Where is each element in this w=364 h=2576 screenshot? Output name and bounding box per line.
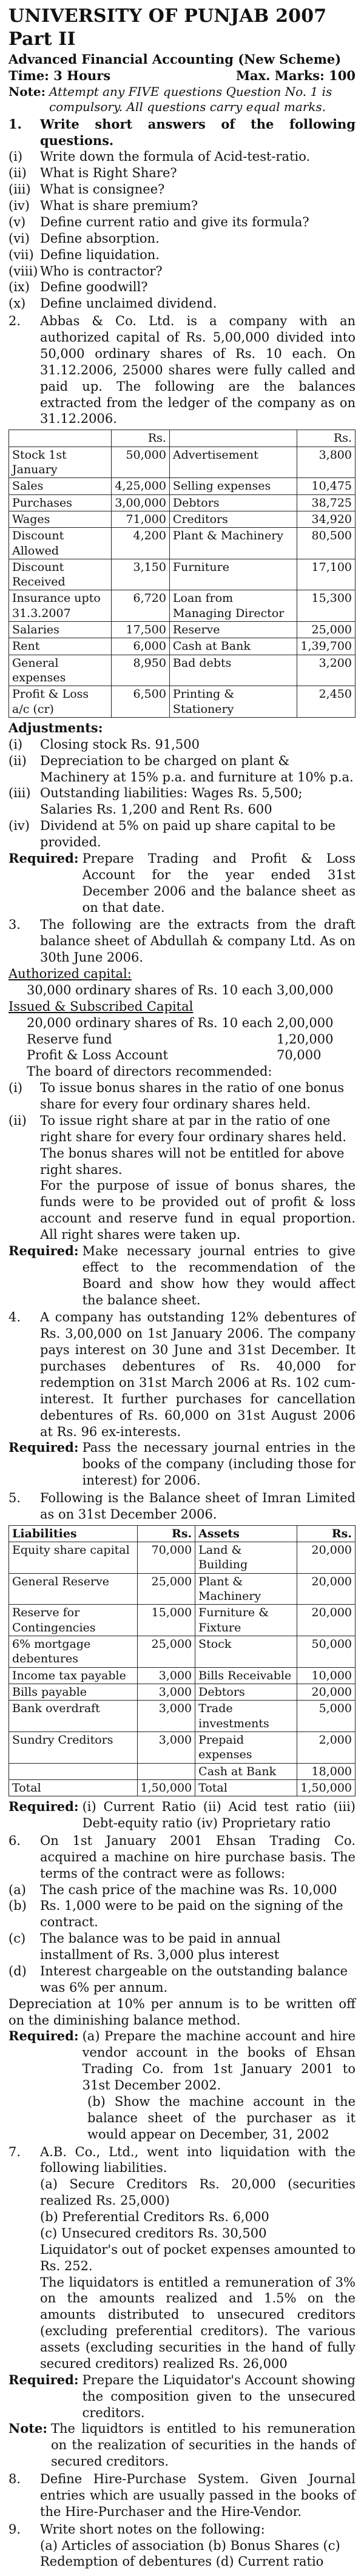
item-text: Write down the formula of Acid-test-ratio.	[40, 149, 311, 164]
item-text: The balance was to be paid in annual installment of Rs. 3,000 plus interest	[40, 1931, 281, 1963]
required-text: Prepare Trading and Profit & Loss Account for the year ended 31st December 2006 and the balance sheet as on that date.	[82, 851, 356, 915]
table-cell: 18,000	[297, 1763, 356, 1779]
q2-required	[8, 851, 356, 916]
table-cell: 6,500	[112, 686, 170, 718]
item-text: Closing stock Rs. 91,500	[40, 737, 200, 752]
item-text: Define liquidation.	[40, 247, 160, 262]
table-cell: Cash at Bank	[195, 1763, 297, 1779]
q3-items	[8, 1080, 356, 1178]
instructions-note	[8, 84, 356, 115]
table-cell: Furniture & Fixture	[195, 1605, 297, 1636]
table-cell: Land & Building	[195, 1542, 297, 1574]
item-number: (vi)	[8, 231, 30, 246]
item-number: (viii)	[8, 263, 38, 278]
table-row	[9, 1636, 356, 1668]
table-cell: Bills payable	[9, 1684, 138, 1700]
q7-note	[8, 2421, 356, 2470]
table-cell: 25,000	[137, 1573, 195, 1605]
paper-title: UNIVERSITY OF PUNJAB 2007 Part II	[8, 5, 327, 50]
table-cell: Bank overdraft	[9, 1701, 138, 1732]
item-number: (c)	[8, 1931, 26, 1946]
assets-header: Assets	[195, 1525, 297, 1542]
q7-items	[8, 2176, 356, 2242]
issued-capital-line	[8, 1047, 356, 1064]
table-cell: Debtors	[169, 494, 297, 511]
table-cell: Profit & Loss a/c (cr)	[9, 686, 112, 718]
table-row	[9, 559, 356, 590]
line-text: 20,000 ordinary shares of Rs. 10 each	[27, 1015, 273, 1030]
item-text: Outstanding liabilities: Wages Rs. 5,500; Salaries Rs. 1,200 and Rent Rs. 600	[40, 786, 303, 817]
table-cell: 6,720	[112, 590, 170, 622]
table-cell: 10,000	[297, 1667, 356, 1684]
table-row	[9, 1542, 356, 1574]
table-row	[9, 1667, 356, 1684]
item-text: To issue bonus shares in the ratio of one bonus share for every four ordinary shares held.	[40, 1081, 345, 1112]
item-number: (ii)	[8, 1113, 27, 1128]
question-text: Abbas & Co. Ltd. is a company with an authorized capital of Rs. 5,00,000 divided into 50,000 ordinary shares of Rs. 10 each. On 31.12.2006, 25000 shares were fully called and paid up. The following are the balances extracted from the ledger of the company as on 31.12.2006.	[40, 314, 356, 427]
table-cell: Stock	[195, 1636, 297, 1668]
depreciation-note: Depreciation at 10% per annum is to be written off on the diminishing balance method.	[8, 1996, 356, 2028]
question-text: Following is the Balance sheet of Imran Limited as on 31st December 2006.	[40, 1491, 356, 1522]
table-cell: Discount Allowed	[9, 528, 112, 559]
question-7	[8, 2144, 356, 2177]
rs-header: Rs.	[112, 430, 170, 447]
table-cell: 17,500	[112, 622, 170, 638]
liability-item: (a) Secure Creditors Rs. 20,000 (securities realized Rs. 25,000)	[40, 2177, 356, 2208]
question-number: 4.	[8, 1310, 21, 1325]
table-cell: 3,000	[137, 1667, 195, 1684]
table-cell: Bad debts	[169, 655, 297, 686]
table-cell: 3,200	[297, 655, 356, 686]
item-number: (d)	[8, 1963, 27, 1978]
table-row	[9, 1573, 356, 1605]
required-text: Pass the necessary journal entries in the books of the company (including those for interest) for 2006.	[82, 1440, 356, 1488]
authorized-capital-line	[8, 982, 356, 999]
table-cell: Sundry Creditors	[9, 1731, 138, 1763]
item-number: (iv)	[8, 818, 30, 834]
q7-paragraph: The liquidators is entitled a remuneration of 3% on the amounts realized and 1.5% on the amounts distributed to unsecured creditors (excluding preferential creditors). The various assets (excluding securities in the hand of fully secured creditors) realized Rs. 26,000	[40, 2274, 356, 2371]
item-text: Define unclaimed dividend.	[40, 296, 217, 311]
question-2	[8, 313, 356, 427]
table-cell: Insurance upto 31.3.2007	[9, 590, 112, 622]
table-cell: 20,000	[297, 1542, 356, 1574]
required-label: Required:	[8, 1799, 79, 1815]
table-cell: 15,000	[137, 1605, 195, 1636]
table-cell: Furniture	[169, 559, 297, 590]
table-row	[9, 1684, 356, 1700]
table-cell: Reserve	[169, 622, 297, 638]
q1-items	[8, 149, 356, 312]
item-text: What is consignee?	[40, 182, 165, 197]
table-cell: Total	[9, 1779, 138, 1796]
table-cell: 2,000	[297, 1731, 356, 1763]
table-cell: General Reserve	[9, 1573, 138, 1605]
question-number: 8.	[8, 2472, 21, 2487]
table-cell: Income tax payable	[9, 1667, 138, 1684]
required-text: Make necessary journal entries to give effect to the recommendation of the Board and show how they would affect the balance sheet.	[82, 1243, 356, 1307]
item-number: (i)	[8, 737, 23, 752]
list-item	[8, 737, 356, 753]
item-number: (ix)	[8, 280, 30, 295]
table-header-row	[9, 1525, 356, 1542]
list-item	[8, 165, 356, 181]
authorized-capital-label: Authorized capital:	[8, 966, 132, 982]
question-9	[8, 2521, 356, 2538]
item-text: To issue right share at par in the ratio of one right share for every four ordinary shares held. The bonus shares will not be entitled for above right shares.	[40, 1113, 346, 1177]
table-cell: Reserve for Contingencies	[9, 1605, 138, 1636]
question-number: 3.	[8, 917, 21, 932]
q5-required	[8, 1799, 356, 1832]
item-text: Who is contractor?	[40, 263, 163, 278]
table-row	[9, 1763, 356, 1779]
table-cell: 8,950	[112, 655, 170, 686]
q4-required	[8, 1440, 356, 1489]
table-row	[9, 528, 356, 559]
list-item	[8, 295, 356, 312]
item-number: (iv)	[8, 198, 30, 214]
table-cell: Prepaid expenses	[195, 1731, 297, 1763]
note-text: Attempt any FIVE questions Question No. 1 is compulsory. All questions carry equal marks.	[49, 84, 332, 115]
list-item	[8, 263, 356, 280]
item-text: Define goodwill?	[40, 280, 148, 295]
line-text: Reserve fund	[27, 1031, 112, 1047]
table-row	[9, 511, 356, 527]
item-text: Interest chargeable on the outstanding balance was 6% per annum.	[40, 1963, 348, 1995]
table-cell: 20,000	[297, 1573, 356, 1605]
item-number: (iii)	[8, 182, 31, 197]
table-cell: Rent	[9, 638, 112, 655]
item-number: (ii)	[8, 166, 27, 181]
required-text: (i) Current Ratio (ii) Acid test ratio (iii) Debt-equity ratio (iv) Proprietary ratio	[82, 1799, 356, 1831]
table-cell: Bills Receivable	[195, 1667, 297, 1684]
note-label: Note:	[8, 2421, 48, 2436]
time-marks-row	[8, 68, 356, 84]
list-item	[8, 753, 356, 786]
rs-header: Rs.	[297, 1525, 356, 1542]
item-number: (v)	[8, 214, 26, 229]
required-text: Prepare the Liquidator's Account showing the composition given to the unsecured creditors.	[82, 2372, 356, 2420]
ledger-balances-table	[8, 430, 356, 718]
table-cell: 3,800	[297, 447, 356, 478]
table-cell: 25,000	[137, 1636, 195, 1668]
q9-line-2: Redemption of debentures (d) Current ratio	[40, 2554, 324, 2569]
question-5	[8, 1490, 356, 1523]
list-item	[8, 1930, 356, 1963]
table-cell: 20,000	[297, 1605, 356, 1636]
line-text: Profit & Loss Account	[27, 1048, 168, 1063]
table-row	[9, 494, 356, 511]
adjustments-heading: Adjustments:	[8, 720, 103, 735]
table-cell: 3,150	[112, 559, 170, 590]
table-row	[9, 1701, 356, 1732]
list-item	[8, 1882, 356, 1898]
table-cell: 5,000	[297, 1701, 356, 1732]
table-cell: 6% mortgage debentures	[9, 1636, 138, 1668]
time-allowed: Time: 3 Hours	[8, 67, 111, 83]
liquidator-expenses: Liquidator's out of pocket expenses amounted to Rs. 252.	[40, 2242, 356, 2273]
q7-required	[8, 2372, 356, 2421]
question-number: 2.	[8, 314, 21, 329]
rs-header: Rs.	[137, 1525, 195, 1542]
table-cell: Advertisement	[169, 447, 297, 478]
table-cell: 1,50,000	[297, 1779, 356, 1796]
list-item	[8, 231, 356, 247]
table-cell: General expenses	[9, 655, 112, 686]
table-cell: Plant & Machinery	[169, 528, 297, 559]
required-label: Required:	[8, 1242, 79, 1258]
table-cell: 10,475	[297, 478, 356, 494]
question-number: 1.	[8, 116, 22, 132]
item-text: Dividend at 5% on paid up share capital to be provided.	[40, 818, 335, 850]
required-label: Required:	[8, 850, 79, 866]
table-cell: Wages	[9, 511, 112, 527]
table-cell: 71,000	[112, 511, 170, 527]
table-row	[9, 590, 356, 622]
question-text: Define Hire-Purchase System. Given Journal entries which are usually passed in the books of the Hire-Purchaser and the Hire-Vendor.	[40, 2472, 356, 2519]
list-item	[8, 1963, 356, 1996]
table-cell: Selling expenses	[169, 478, 297, 494]
item-text: What is share premium?	[40, 198, 198, 214]
table-row	[9, 638, 356, 655]
required-label: Required:	[8, 2372, 79, 2387]
required-label: Required:	[8, 2028, 79, 2044]
table-cell: 50,000	[297, 1636, 356, 1668]
table-cell: Loan from Managing Director	[169, 590, 297, 622]
table-cell: Equity share capital	[9, 1542, 138, 1574]
table-cell: 4,25,000	[112, 478, 170, 494]
q9-line-1: (a) Articles of association (b) Bonus Shares (c)	[40, 2538, 340, 2553]
item-number: (iii)	[8, 786, 31, 801]
table-row	[9, 622, 356, 638]
list-item	[8, 1113, 356, 1178]
required-label: Required:	[8, 1440, 79, 1455]
table-cell: Total	[195, 1779, 297, 1796]
table-cell: Creditors	[169, 511, 297, 527]
item-text: What is Right Share?	[40, 166, 177, 181]
table-cell: 3,000	[137, 1701, 195, 1732]
board-text: The board of directors recommended:	[27, 1064, 272, 1079]
question-4	[8, 1309, 356, 1440]
note-text: The liquidtors is entitled to his remuneration on the realization of securities in the hands of secured creditors.	[51, 2421, 356, 2469]
list-item	[8, 785, 356, 818]
table-cell: 38,725	[297, 494, 356, 511]
table-row	[9, 655, 356, 686]
item-number: (x)	[8, 296, 26, 311]
list-item	[8, 1898, 356, 1930]
table-cell: Sales	[9, 478, 112, 494]
question-heading: Write short answers of the following questions.	[40, 116, 356, 148]
table-cell: Cash at Bank	[169, 638, 297, 655]
question-text: Write short notes on the following:	[40, 2521, 265, 2537]
table-cell: Trade investments	[195, 1701, 297, 1732]
question-text: On 1st January 2001 Ehsan Trading Co. acquired a machine on hire purchase basis. The terms of the contract were as follows:	[40, 1833, 356, 1881]
table-cell: 6,000	[112, 638, 170, 655]
question-8	[8, 2471, 356, 2520]
table-cell: 50,000	[112, 447, 170, 478]
table-cell: 3,00,000	[112, 494, 170, 511]
list-item	[8, 1080, 356, 1113]
table-cell: 70,000	[137, 1542, 195, 1574]
table-cell: Printing & Stationery	[169, 686, 297, 718]
table-row	[9, 1779, 356, 1796]
q6-required-b: (b) Show the machine account in the balance sheet of the purchaser as it would appear on December, 31, 2002	[87, 2094, 356, 2142]
table-row	[9, 1605, 356, 1636]
question-text: The following are the extracts from the draft balance sheet of Abdullah & company Ltd. As on 30th June 2006.	[40, 917, 356, 965]
table-cell: 34,920	[297, 511, 356, 527]
issued-capital-label: Issued & Subscribed Capital	[8, 999, 194, 1014]
q6-required	[8, 2028, 356, 2094]
table-cell: 4,200	[112, 528, 170, 559]
table-cell: Purchases	[9, 494, 112, 511]
issued-capital-line	[8, 1031, 356, 1048]
question-1	[8, 116, 356, 149]
q3-paragraph: For the purpose of issue of bonus shares, the funds were to be provided out of profit & loss account and reserve fund in equal proportion. All right shares were taken up.	[40, 1178, 356, 1242]
max-marks: Max. Marks: 100	[235, 67, 356, 83]
table-cell	[137, 1763, 195, 1779]
balance-sheet-table	[8, 1525, 356, 1796]
issued-capital-line	[8, 1015, 356, 1031]
question-3	[8, 917, 356, 966]
table-cell: Plant & Machinery	[195, 1573, 297, 1605]
question-number: 5.	[8, 1491, 21, 1506]
rs-header: Rs.	[297, 430, 356, 447]
table-cell: Salaries	[9, 622, 112, 638]
table-cell: 80,500	[297, 528, 356, 559]
item-number: (a)	[8, 1882, 26, 1897]
table-row	[9, 686, 356, 718]
liability-item: (b) Preferential Creditors Rs. 6,000	[40, 2210, 269, 2225]
item-number: (b)	[8, 1898, 27, 1913]
paper-subject: Advanced Financial Accounting (New Scheme)	[8, 51, 342, 67]
item-text: The cash price of the machine was Rs. 10,000	[40, 1882, 337, 1897]
table-cell: 2,450	[297, 686, 356, 718]
liabilities-header: Liabilities	[9, 1525, 138, 1542]
list-item	[8, 247, 356, 263]
list-item	[8, 279, 356, 295]
table-row	[9, 478, 356, 494]
table-cell: Stock 1st January	[9, 447, 112, 478]
line-text: 30,000 ordinary shares of Rs. 10 each	[27, 982, 273, 997]
item-text: Define absorption.	[40, 231, 160, 246]
table-cell: 1,50,000	[137, 1779, 195, 1796]
item-text: Depreciation to be charged on plant & Machinery at 15% p.a. and furniture at 10% p.a.	[40, 753, 354, 784]
table-cell: Debtors	[195, 1684, 297, 1700]
list-item	[8, 149, 356, 165]
list-item	[8, 818, 356, 851]
note-label: Note:	[8, 84, 46, 99]
item-number: (vii)	[8, 247, 34, 262]
item-text: Define current ratio and give its formula?	[40, 214, 309, 229]
q2-adjustments	[8, 737, 356, 851]
table-cell: 20,000	[297, 1684, 356, 1700]
line-value: 70,000	[277, 1048, 322, 1063]
line-value: 2,00,000	[277, 1015, 334, 1030]
question-number: 7.	[8, 2144, 21, 2159]
table-cell: 17,100	[297, 559, 356, 590]
question-6	[8, 1833, 356, 1882]
question-number: 9.	[8, 2521, 21, 2537]
line-value: 1,20,000	[277, 1031, 334, 1047]
item-number: (ii)	[8, 753, 27, 768]
table-row	[9, 447, 356, 478]
question-number: 6.	[8, 1833, 21, 1848]
table-cell: Discount Received	[9, 559, 112, 590]
issued-capital-lines	[8, 1015, 356, 1064]
header-cell	[169, 430, 297, 447]
item-number: (i)	[8, 149, 23, 164]
table-cell: 1,39,700	[297, 638, 356, 655]
table-cell: 3,000	[137, 1731, 195, 1763]
question-text: A company has outstanding 12% debentures of Rs. 3,00,000 on 1st January 2006. The company pays interest on 30 June and 31st December. It purchases debentures of Rs. 40,000 for redemption on 31st March 2006 at Rs. 102 cum-interest. It further purchases for cancellation debentures of Rs. 60,000 on 31st August 2006 at Rs. 96 ex-interests.	[40, 1310, 356, 1439]
item-number: (i)	[8, 1081, 23, 1096]
list-item	[8, 181, 356, 198]
table-cell: 25,000	[297, 622, 356, 638]
table-cell	[9, 1763, 138, 1779]
required-text: (a) Prepare the machine account and hire vendor account in the books of Ehsan Trading Co. from 1st January 2001 to 31st December 2002.	[82, 2029, 356, 2093]
list-item	[8, 198, 356, 214]
table-cell: 3,000	[137, 1684, 195, 1700]
q6-items	[8, 1882, 356, 1996]
header-cell	[9, 430, 112, 447]
liability-item: (c) Unsecured creditors Rs. 30,500	[40, 2225, 267, 2241]
list-item	[8, 214, 356, 231]
table-row	[9, 1731, 356, 1763]
question-text: A.B. Co., Ltd., went into liquidation with the following liabilities.	[40, 2144, 356, 2176]
table-cell: 15,300	[297, 590, 356, 622]
line-value: 3,00,000	[277, 982, 334, 997]
q3-required	[8, 1243, 356, 1309]
item-text: Rs. 1,000 were to be paid on the signing of the contract.	[40, 1898, 343, 1930]
